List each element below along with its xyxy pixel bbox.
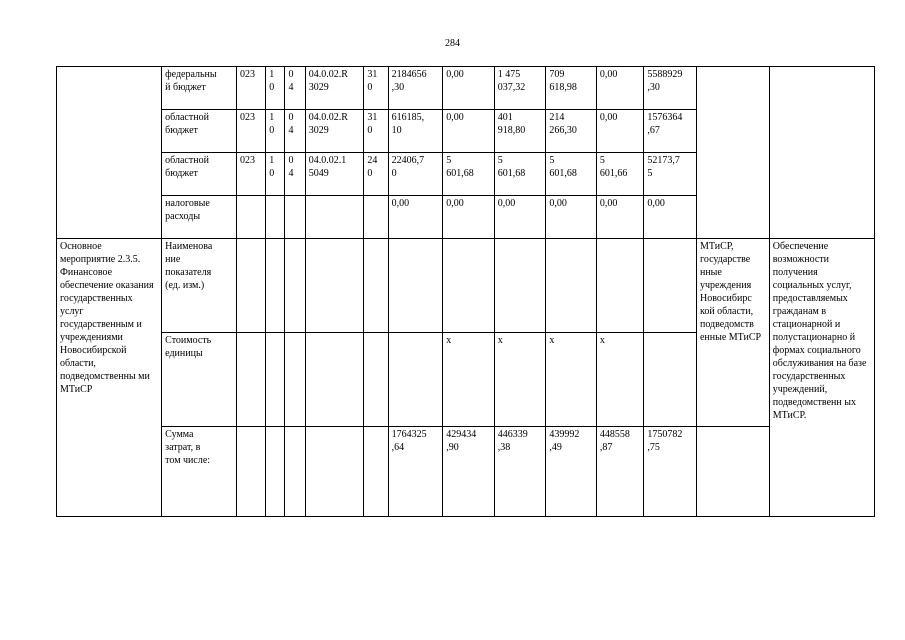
- pr-code-cell: [285, 196, 305, 239]
- expected-result-cell: Обеспечение возможности получения социальных услуг, предоставляемых гражданам в стационарной и полустационарно й формах социального обслуживания на базе государственных учреждений, подведомственн ых МТиСР.: [769, 239, 874, 517]
- amount-cell: 5588929 ,30: [644, 67, 697, 110]
- empty-cell: [305, 333, 364, 427]
- amount-cell: 0,00: [644, 196, 697, 239]
- amount-cell: [443, 239, 495, 333]
- amount-cell: 0,00: [596, 67, 644, 110]
- empty-cell: [305, 427, 364, 517]
- csr-code-cell: 04.0.02.R 3029: [305, 67, 364, 110]
- funding-source-cell: налоговые расходы: [162, 196, 237, 239]
- amount-cell: 5 601,68: [494, 153, 546, 196]
- page-number: 284: [445, 38, 460, 49]
- empty-cell: [285, 239, 305, 333]
- amount-cell: 52173,7 5: [644, 153, 697, 196]
- amount-cell: [596, 239, 644, 333]
- empty-cell: [769, 67, 874, 239]
- amount-cell: 616185, 10: [388, 110, 443, 153]
- gr-code-cell: 023: [236, 110, 265, 153]
- amount-cell: 214 266,30: [546, 110, 597, 153]
- amount-cell: 0,00: [443, 196, 495, 239]
- amount-cell: 401 918,80: [494, 110, 546, 153]
- amount-cell: [388, 239, 443, 333]
- amount-cell: 0,00: [546, 196, 597, 239]
- rz-code-cell: 1 0: [266, 153, 285, 196]
- amount-cell: [546, 239, 597, 333]
- executor-cell: МТиСР, государстве нные учреждения Новосибирс кой области, подведомств енные МТиСР: [696, 239, 769, 427]
- amount-cell: 0,00: [596, 110, 644, 153]
- amount-cell: 429434 ,90: [443, 427, 495, 517]
- empty-cell: [57, 67, 162, 239]
- empty-cell: [364, 333, 388, 427]
- empty-cell: [305, 239, 364, 333]
- vr-code-cell: 31 0: [364, 110, 388, 153]
- gr-code-cell: 023: [236, 67, 265, 110]
- rz-code-cell: 1 0: [266, 67, 285, 110]
- amount-cell: 5 601,66: [596, 153, 644, 196]
- amount-cell: 5 601,68: [546, 153, 597, 196]
- funding-source-cell: федеральны й бюджет: [162, 67, 237, 110]
- vr-code-cell: 31 0: [364, 67, 388, 110]
- amount-cell: 1576364 ,67: [644, 110, 697, 153]
- empty-cell: [285, 333, 305, 427]
- gr-code-cell: [236, 196, 265, 239]
- csr-code-cell: [305, 196, 364, 239]
- amount-cell: x: [494, 333, 546, 427]
- pr-code-cell: 0 4: [285, 110, 305, 153]
- amount-cell: 1764325 ,64: [388, 427, 443, 517]
- rz-code-cell: 1 0: [266, 110, 285, 153]
- empty-cell: [696, 67, 769, 239]
- empty-cell: [285, 427, 305, 517]
- empty-cell: [364, 427, 388, 517]
- pr-code-cell: 0 4: [285, 67, 305, 110]
- pr-code-cell: 0 4: [285, 153, 305, 196]
- amount-cell: 1750782 ,75: [644, 427, 697, 517]
- amount-cell: 2184656 ,30: [388, 67, 443, 110]
- empty-cell: [236, 333, 265, 427]
- empty-cell: [236, 427, 265, 517]
- table-row: [57, 427, 875, 517]
- amount-cell: 448558 ,87: [596, 427, 644, 517]
- empty-cell: [266, 239, 285, 333]
- amount-cell: x: [443, 333, 495, 427]
- indicator-label-cell: Сумма затрат, в том числе:: [162, 427, 237, 517]
- amount-cell: 709 618,98: [546, 67, 597, 110]
- empty-cell: [266, 333, 285, 427]
- csr-code-cell: 04.0.02.1 5049: [305, 153, 364, 196]
- amount-cell: 439992 ,49: [546, 427, 597, 517]
- table-row: [57, 239, 875, 333]
- amount-cell: [494, 239, 546, 333]
- measure-name-cell: Основное мероприятие 2.3.5. Финансовое обеспечение оказания государственных услуг государственным и учреждениями Новосибирской области, подведомственны ми МТиСР: [57, 239, 162, 517]
- amount-cell: 1 475 037,32: [494, 67, 546, 110]
- vr-code-cell: [364, 196, 388, 239]
- empty-cell: [266, 427, 285, 517]
- funding-source-cell: областной бюджет: [162, 110, 237, 153]
- amount-cell: 0,00: [494, 196, 546, 239]
- amount-cell: 446339 ,38: [494, 427, 546, 517]
- amount-cell: [388, 333, 443, 427]
- amount-cell: 0,00: [443, 67, 495, 110]
- amount-cell: x: [596, 333, 644, 427]
- table-row: [57, 67, 875, 110]
- indicator-label-cell: Стоимость единицы: [162, 333, 237, 427]
- amount-cell: [644, 333, 697, 427]
- vr-code-cell: 24 0: [364, 153, 388, 196]
- gr-code-cell: 023: [236, 153, 265, 196]
- amount-cell: 0,00: [388, 196, 443, 239]
- amount-cell: 0,00: [596, 196, 644, 239]
- amount-cell: 0,00: [443, 110, 495, 153]
- rz-code-cell: [266, 196, 285, 239]
- empty-cell: [696, 427, 769, 517]
- amount-cell: 22406,7 0: [388, 153, 443, 196]
- csr-code-cell: 04.0.02.R 3029: [305, 110, 364, 153]
- budget-table: [56, 66, 875, 517]
- empty-cell: [236, 239, 265, 333]
- amount-cell: 5 601,68: [443, 153, 495, 196]
- empty-cell: [364, 239, 388, 333]
- indicator-label-cell: Наименова ние показателя (ед. изм.): [162, 239, 237, 333]
- amount-cell: [644, 239, 697, 333]
- amount-cell: x: [546, 333, 597, 427]
- funding-source-cell: областной бюджет: [162, 153, 237, 196]
